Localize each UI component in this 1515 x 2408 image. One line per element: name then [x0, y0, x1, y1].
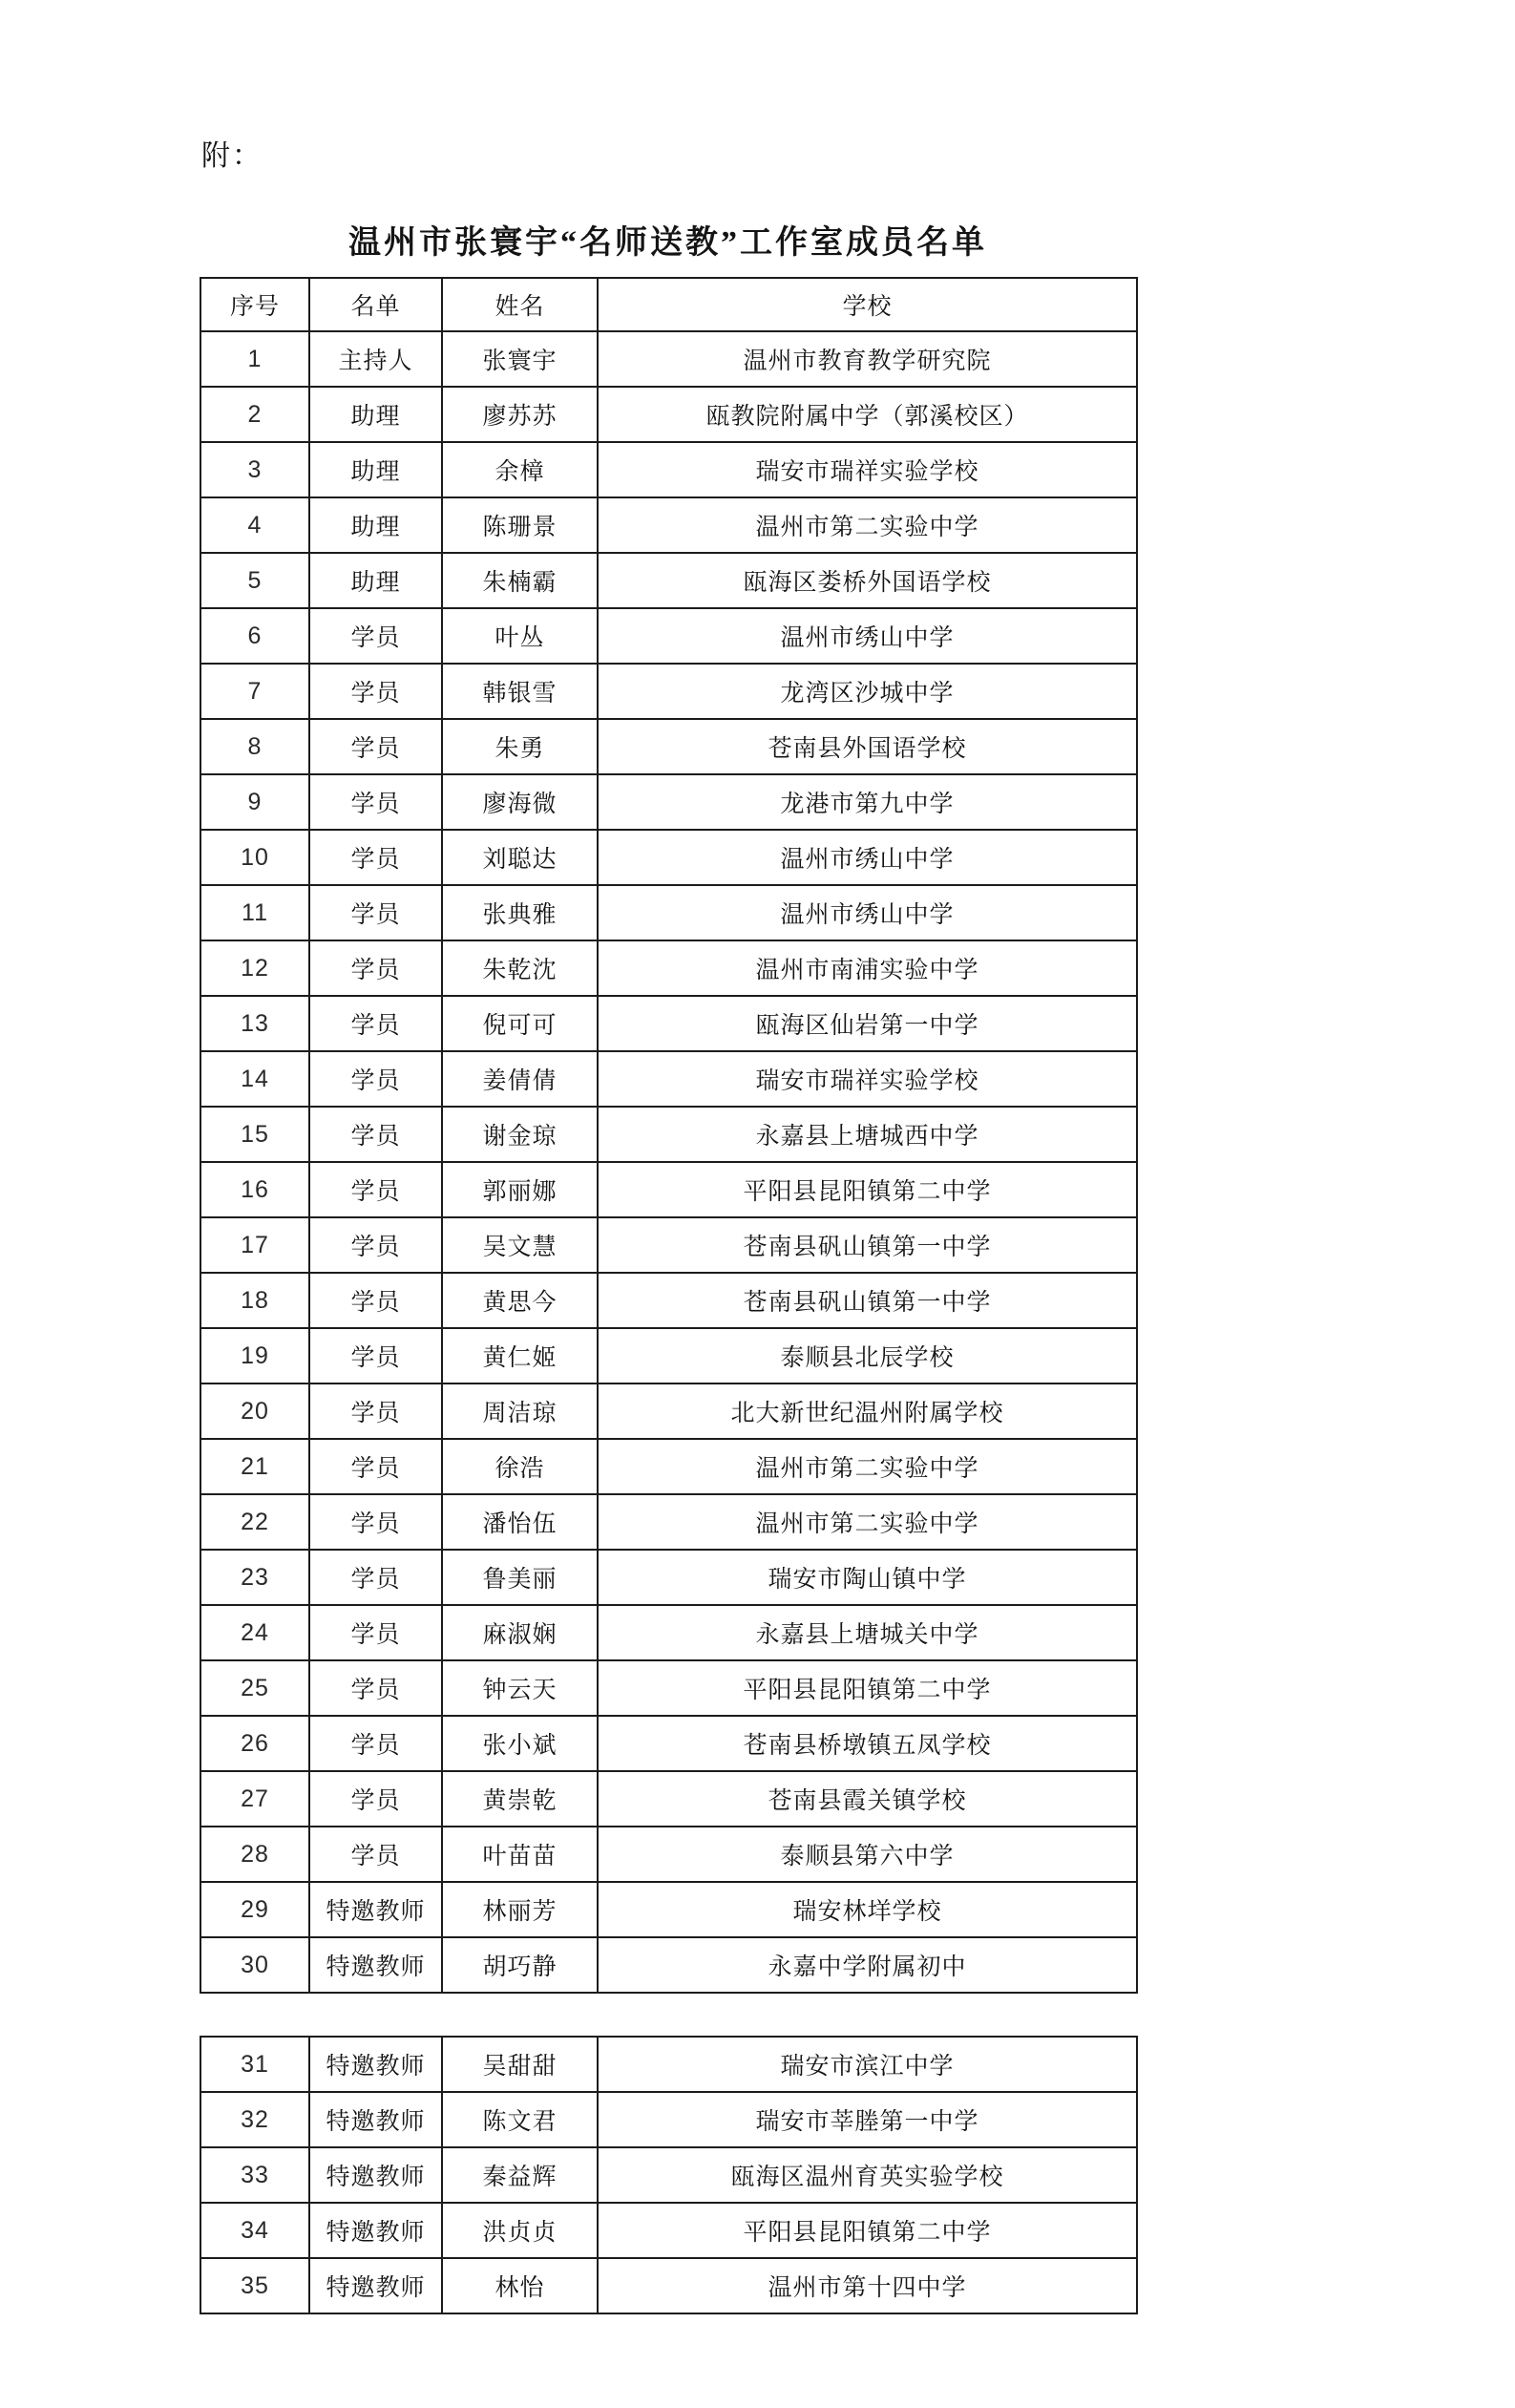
cell-role: 学员	[309, 1051, 442, 1107]
cell-no: 22	[200, 1494, 309, 1550]
cell-no: 16	[200, 1162, 309, 1217]
cell-role: 主持人	[309, 331, 442, 387]
table-row	[200, 1107, 1137, 1162]
cell-no: 18	[200, 1273, 309, 1328]
cell-name: 张寰宇	[442, 331, 598, 387]
cell-no: 24	[200, 1605, 309, 1660]
cell-role: 学员	[309, 1217, 442, 1273]
cell-no: 1	[200, 331, 309, 387]
cell-role: 学员	[309, 1550, 442, 1605]
cell-role: 学员	[309, 1605, 442, 1660]
cell-no: 9	[200, 774, 309, 830]
table-row	[200, 940, 1137, 996]
cell-role: 学员	[309, 608, 442, 664]
cell-name: 鲁美丽	[442, 1550, 598, 1605]
cell-role: 学员	[309, 1660, 442, 1716]
cell-name: 叶苗苗	[442, 1827, 598, 1882]
cell-name: 林怡	[442, 2258, 598, 2313]
cell-school: 龙湾区沙城中学	[598, 664, 1137, 719]
cell-no: 6	[200, 608, 309, 664]
cell-name: 朱乾沈	[442, 940, 598, 996]
cell-role: 特邀教师	[309, 1882, 442, 1937]
cell-role: 特邀教师	[309, 2037, 442, 2092]
cell-role: 特邀教师	[309, 1937, 442, 1993]
cell-name: 徐浩	[442, 1439, 598, 1494]
cell-role: 助理	[309, 387, 442, 442]
cell-school: 北大新世纪温州附属学校	[598, 1384, 1137, 1439]
cell-no: 11	[200, 885, 309, 940]
cell-no: 12	[200, 940, 309, 996]
cell-no: 8	[200, 719, 309, 774]
cell-name: 黄思今	[442, 1273, 598, 1328]
cell-name: 吴文慧	[442, 1217, 598, 1273]
cell-name: 倪可可	[442, 996, 598, 1051]
table-row	[200, 774, 1137, 830]
cell-no: 14	[200, 1051, 309, 1107]
table-row	[200, 1827, 1137, 1882]
cell-name: 朱勇	[442, 719, 598, 774]
cell-name: 黄仁姬	[442, 1328, 598, 1384]
cell-role: 学员	[309, 1827, 442, 1882]
cell-role: 学员	[309, 1273, 442, 1328]
cell-role: 学员	[309, 885, 442, 940]
table-row	[200, 1328, 1137, 1384]
cell-name: 黄崇乾	[442, 1771, 598, 1827]
table-row	[200, 719, 1137, 774]
cell-school: 温州市第十四中学	[598, 2258, 1137, 2313]
cell-name: 廖苏苏	[442, 387, 598, 442]
cell-name: 林丽芳	[442, 1882, 598, 1937]
cell-school: 温州市教育教学研究院	[598, 331, 1137, 387]
cell-name: 刘聪达	[442, 830, 598, 885]
table-row	[200, 1882, 1137, 1937]
cell-school: 瑞安市瑞祥实验学校	[598, 442, 1137, 497]
cell-no: 25	[200, 1660, 309, 1716]
cell-no: 35	[200, 2258, 309, 2313]
table-row	[200, 2258, 1137, 2313]
members-table-part2	[200, 2036, 1138, 2314]
cell-name: 吴甜甜	[442, 2037, 598, 2092]
cell-school: 永嘉中学附属初中	[598, 1937, 1137, 1993]
cell-name: 廖海微	[442, 774, 598, 830]
table-row	[200, 2203, 1137, 2258]
table-row	[200, 1716, 1137, 1771]
cell-no: 32	[200, 2092, 309, 2147]
cell-role: 学员	[309, 719, 442, 774]
cell-role: 学员	[309, 1716, 442, 1771]
table-row	[200, 996, 1137, 1051]
cell-role: 学员	[309, 940, 442, 996]
cell-name: 谢金琼	[442, 1107, 598, 1162]
cell-no: 34	[200, 2203, 309, 2258]
cell-name: 秦益辉	[442, 2147, 598, 2203]
table-row	[200, 2147, 1137, 2203]
cell-role: 特邀教师	[309, 2203, 442, 2258]
cell-school: 平阳县昆阳镇第二中学	[598, 1162, 1137, 1217]
cell-name: 姜倩倩	[442, 1051, 598, 1107]
cell-role: 学员	[309, 774, 442, 830]
page-title: 温州市张寰宇“名师送教”工作室成员名单	[348, 225, 987, 261]
table-row	[200, 1605, 1137, 1660]
table-header-row	[200, 278, 1137, 331]
cell-no: 23	[200, 1550, 309, 1605]
cell-no: 15	[200, 1107, 309, 1162]
cell-name: 朱楠霸	[442, 553, 598, 608]
cell-role: 特邀教师	[309, 2258, 442, 2313]
cell-school: 瑞安市莘塍第一中学	[598, 2092, 1137, 2147]
cell-school: 瓯海区仙岩第一中学	[598, 996, 1137, 1051]
cell-school: 苍南县霞关镇学校	[598, 1771, 1137, 1827]
table-row	[200, 664, 1137, 719]
cell-no: 33	[200, 2147, 309, 2203]
cell-name: 余樟	[442, 442, 598, 497]
cell-school: 温州市绣山中学	[598, 885, 1137, 940]
cell-role: 学员	[309, 1384, 442, 1439]
cell-role: 助理	[309, 553, 442, 608]
table-row	[200, 1384, 1137, 1439]
cell-school: 瓯教院附属中学（郭溪校区）	[598, 387, 1137, 442]
table-row	[200, 1439, 1137, 1494]
cell-school: 瑞安市滨江中学	[598, 2037, 1137, 2092]
cell-no: 3	[200, 442, 309, 497]
cell-role: 学员	[309, 1162, 442, 1217]
cell-name: 钟云天	[442, 1660, 598, 1716]
cell-school: 永嘉县上塘城西中学	[598, 1107, 1137, 1162]
table-row	[200, 553, 1137, 608]
cell-no: 5	[200, 553, 309, 608]
cell-no: 28	[200, 1827, 309, 1882]
cell-school: 平阳县昆阳镇第二中学	[598, 1660, 1137, 1716]
table-row	[200, 387, 1137, 442]
cell-no: 19	[200, 1328, 309, 1384]
header-no: 序号	[200, 278, 309, 331]
cell-no: 13	[200, 996, 309, 1051]
cell-role: 学员	[309, 1771, 442, 1827]
cell-role: 学员	[309, 1494, 442, 1550]
cell-name: 张典雅	[442, 885, 598, 940]
cell-no: 20	[200, 1384, 309, 1439]
table-row	[200, 830, 1137, 885]
cell-school: 苍南县桥墩镇五凤学校	[598, 1716, 1137, 1771]
cell-name: 潘怡伍	[442, 1494, 598, 1550]
cell-name: 郭丽娜	[442, 1162, 598, 1217]
table-row	[200, 1273, 1137, 1328]
cell-school: 苍南县外国语学校	[598, 719, 1137, 774]
cell-name: 周洁琼	[442, 1384, 598, 1439]
table-row	[200, 2092, 1137, 2147]
header-name: 姓名	[442, 278, 598, 331]
cell-name: 洪贞贞	[442, 2203, 598, 2258]
cell-role: 助理	[309, 442, 442, 497]
table-row	[200, 608, 1137, 664]
cell-role: 学员	[309, 1328, 442, 1384]
attachment-label: 附：	[201, 140, 263, 172]
cell-school: 温州市第二实验中学	[598, 1439, 1137, 1494]
cell-school: 泰顺县北辰学校	[598, 1328, 1137, 1384]
cell-name: 叶丛	[442, 608, 598, 664]
cell-role: 学员	[309, 1439, 442, 1494]
cell-name: 韩银雪	[442, 664, 598, 719]
cell-name: 张小斌	[442, 1716, 598, 1771]
cell-school: 瑞安市瑞祥实验学校	[598, 1051, 1137, 1107]
table-row	[200, 1217, 1137, 1273]
cell-school: 温州市第二实验中学	[598, 1494, 1137, 1550]
table-body-part1	[200, 331, 1137, 1993]
table-row	[200, 1660, 1137, 1716]
cell-no: 30	[200, 1937, 309, 1993]
cell-name: 陈文君	[442, 2092, 598, 2147]
cell-school: 瑞安林垟学校	[598, 1882, 1137, 1937]
cell-school: 温州市绣山中学	[598, 608, 1137, 664]
cell-no: 2	[200, 387, 309, 442]
table-row	[200, 331, 1137, 387]
table-row	[200, 442, 1137, 497]
table-row	[200, 1162, 1137, 1217]
cell-role: 学员	[309, 1107, 442, 1162]
cell-school: 龙港市第九中学	[598, 774, 1137, 830]
cell-school: 永嘉县上塘城关中学	[598, 1605, 1137, 1660]
cell-name: 胡巧静	[442, 1937, 598, 1993]
header-school: 学校	[598, 278, 1137, 331]
table-body-part2	[200, 2037, 1137, 2313]
table-row	[200, 885, 1137, 940]
cell-role: 学员	[309, 664, 442, 719]
table-row	[200, 1051, 1137, 1107]
cell-role: 助理	[309, 497, 442, 553]
table-row	[200, 1494, 1137, 1550]
cell-no: 27	[200, 1771, 309, 1827]
cell-school: 苍南县矾山镇第一中学	[598, 1217, 1137, 1273]
cell-name: 陈珊景	[442, 497, 598, 553]
table-row	[200, 497, 1137, 553]
cell-school: 瓯海区温州育英实验学校	[598, 2147, 1137, 2203]
cell-role: 学员	[309, 830, 442, 885]
table-row	[200, 2037, 1137, 2092]
cell-role: 特邀教师	[309, 2092, 442, 2147]
cell-no: 29	[200, 1882, 309, 1937]
cell-role: 特邀教师	[309, 2147, 442, 2203]
cell-no: 17	[200, 1217, 309, 1273]
members-table-part1	[200, 277, 1138, 1994]
cell-school: 温州市绣山中学	[598, 830, 1137, 885]
cell-no: 31	[200, 2037, 309, 2092]
cell-school: 瓯海区娄桥外国语学校	[598, 553, 1137, 608]
cell-role: 学员	[309, 996, 442, 1051]
table-row	[200, 1937, 1137, 1993]
cell-no: 21	[200, 1439, 309, 1494]
cell-no: 4	[200, 497, 309, 553]
header-role: 名单	[309, 278, 442, 331]
table-row	[200, 1550, 1137, 1605]
cell-school: 温州市第二实验中学	[598, 497, 1137, 553]
cell-school: 泰顺县第六中学	[598, 1827, 1137, 1882]
cell-no: 7	[200, 664, 309, 719]
cell-name: 麻淑娴	[442, 1605, 598, 1660]
cell-school: 瑞安市陶山镇中学	[598, 1550, 1137, 1605]
cell-school: 温州市南浦实验中学	[598, 940, 1137, 996]
table-row	[200, 1771, 1137, 1827]
cell-school: 苍南县矾山镇第一中学	[598, 1273, 1137, 1328]
cell-school: 平阳县昆阳镇第二中学	[598, 2203, 1137, 2258]
cell-no: 10	[200, 830, 309, 885]
cell-no: 26	[200, 1716, 309, 1771]
